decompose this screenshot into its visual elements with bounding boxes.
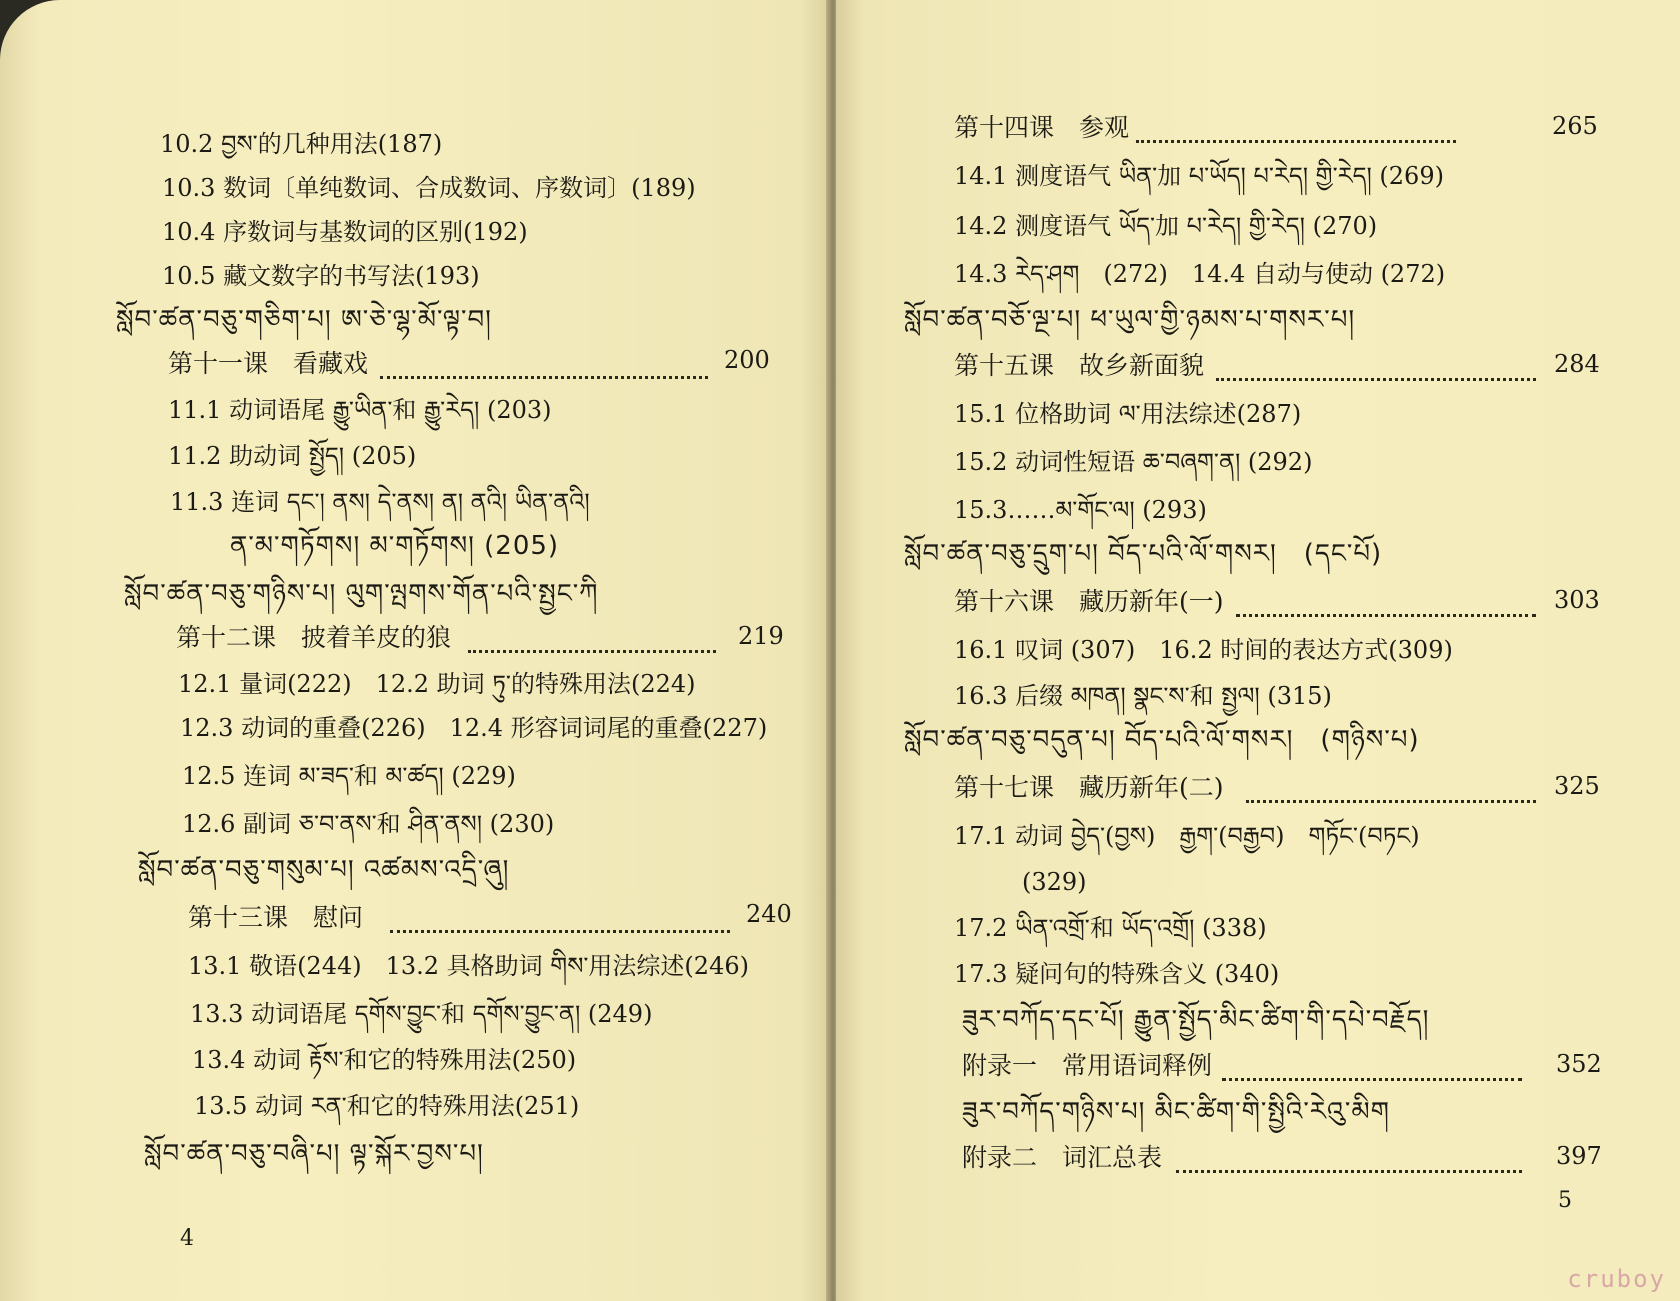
page-number: 4: [180, 1226, 194, 1251]
toc-line: ན་མ་གཏོགས། མ་གཏོགས། (205): [230, 531, 560, 561]
toc-line: 13.1 敬语(244) 13.2 具格助词 གིས་用法综述(246): [188, 952, 749, 980]
lesson-tibetan-title: སློབ་ཚན་བཅོ་ལྔ་པ། ཕ་ཡུལ་གྱི་ཉམས་པ་གསར་པ།: [904, 305, 1356, 335]
leader-dots: [1246, 786, 1536, 803]
lesson-title: 第十三课 慰问: [188, 903, 364, 932]
toc-line: 10.2 བྱས་的几种用法(187): [160, 130, 443, 158]
lesson-tibetan-title: སློབ་ཚན་བཅུ་གཅིག་པ། ཨ་ཅེ་ལྷ་མོ་ལྟ་བ།: [116, 305, 492, 335]
page-ref: 352: [1556, 1050, 1602, 1078]
appendix-title: 附录一 常用语词释例: [962, 1051, 1213, 1080]
toc-line: 10.5 藏文数字的书写法(193): [162, 262, 480, 290]
toc-line: 10.4 序数词与基数词的区别(192): [162, 218, 528, 246]
lesson-tibetan-title: སློབ་ཚན་བཅུ་དྲུག་པ། བོད་པའི་ལོ་གསར། (དང་པོ): [904, 539, 1383, 569]
left-page: [0, 0, 830, 1301]
leader-dots: [1236, 600, 1536, 617]
toc-line: 17.1 动词 བྱེད་(བྱས) རྒྱག་(བརྒྱབ) གཏོང་(བཏང): [954, 822, 1420, 850]
page-ref: 303: [1554, 586, 1600, 614]
lesson-tibetan-title: སློབ་ཚན་བཅུ་བཞི་པ། ལྟ་སྐོར་བྱས་པ།: [144, 1139, 484, 1169]
appendix-tibetan-title: ཟུར་བཀོད་དང་པོ། རྒྱུན་སྤྱོད་མིང་ཚིག་གི་དཔེ་བརྗོད།: [962, 1005, 1430, 1035]
toc-line: 13.4 动词 རྟོས་和它的特殊用法(250): [192, 1046, 577, 1074]
lesson-title: 第十四课 参观: [954, 113, 1130, 142]
appendix-title: 附录二 词汇总表: [962, 1143, 1163, 1172]
right-page: [836, 0, 1680, 1301]
lesson-tibetan-title: སློབ་ཚན་བཅུ་གཉིས་པ། ལུག་ལྤགས་གོན་པའི་སྤྱང་ཀི: [124, 579, 599, 609]
toc-line: 14.3 རེད་ཤག (272) 14.4 自动与使动 (272): [954, 260, 1446, 288]
toc-line: 12.6 副词 ཅ་བ་ནས་和 ཤིན་ནས། (230): [182, 810, 555, 838]
leader-dots: [380, 362, 708, 379]
toc-line: 15.2 动词性短语 ཆ་བཞག་ན། (292): [954, 448, 1313, 476]
toc-line: 11.2 助动词 སྤྱོད། (205): [168, 442, 417, 470]
leader-dots: [1222, 1064, 1522, 1081]
toc-line: 15.1 位格助词 ལ་用法综述(287): [954, 400, 1302, 428]
page-ref: 240: [746, 900, 792, 928]
toc-line: 17.2 ཡིན་འགྲོ་和 ཡོད་འགྲོ། (338): [954, 914, 1267, 942]
toc-line: 10.3 数词〔单纯数词、合成数词、序数词〕(189): [162, 174, 696, 202]
lesson-title: 第十二课 披着羊皮的狼: [176, 623, 452, 652]
lesson-tibetan-title: སློབ་ཚན་བཅུ་གསུམ་པ། འཚམས་འདྲི་ཞུ།: [138, 855, 510, 885]
toc-line: 12.3 动词的重叠(226) 12.4 形容词词尾的重叠(227): [180, 714, 768, 742]
toc-line: 16.3 后缀 མཁན། སྣང་ས་和 སྤྱལ། (315): [954, 682, 1332, 710]
page-ref: 325: [1554, 772, 1600, 800]
page-ref: 265: [1552, 112, 1598, 140]
page-ref: 284: [1554, 350, 1600, 378]
leader-dots: [1216, 364, 1536, 381]
toc-line: 12.5 连词 མ་ཟད་和 མ་ཚད། (229): [182, 762, 516, 790]
toc-line: 12.1 量词(222) 12.2 助词 ཏུ་的特殊用法(224): [178, 670, 696, 698]
toc-line: 16.1 叹词 (307) 16.2 时间的表达方式(309): [954, 636, 1453, 664]
page-number: 5: [1558, 1188, 1572, 1213]
lesson-title: 第十七课 藏历新年(二): [954, 773, 1224, 802]
toc-line: 14.1 测度语气 ཡིན་加 པ་ཡོད། པ་རེད། གྱི་རེད། (269): [954, 162, 1444, 190]
lesson-title: 第十一课 看藏戏: [168, 349, 369, 378]
toc-line: 17.3 疑问句的特殊含义 (340): [954, 960, 1280, 988]
appendix-tibetan-title: ཟུར་བཀོད་གཉིས་པ། མིང་ཚིག་གི་སྤྱིའི་རེའུ་མིག: [962, 1097, 1390, 1127]
toc-line: 11.3 连词 དང་། ནས། དེ་ནས། ན། ནའི། ཡིན་ནའི།: [170, 488, 590, 516]
page-ref: 397: [1556, 1142, 1602, 1170]
watermark: cruboy: [1567, 1265, 1666, 1293]
leader-dots: [468, 636, 716, 653]
page-ref: 219: [738, 622, 784, 650]
lesson-title: 第十六课 藏历新年(一): [954, 587, 1224, 616]
page-ref: 200: [724, 346, 770, 374]
toc-line: 15.3……མ་གོང་ལ། (293): [954, 496, 1207, 524]
toc-line: 13.5 动词 རན་和它的特殊用法(251): [194, 1092, 580, 1120]
toc-line: 13.3 动词语尾 དགོས་བྱུང་和 དགོས་བྱུང་ན། (249): [190, 1000, 653, 1028]
lesson-tibetan-title: སློབ་ཚན་བཅུ་བདུན་པ། བོད་པའི་ལོ་གསར། (གཉིས་པ): [904, 725, 1420, 755]
leader-dots: [1136, 126, 1456, 143]
toc-line: 11.1 动词语尾 རྒྱུ་ཡིན་和 རྒྱུ་རེད། (203): [168, 396, 552, 424]
lesson-title: 第十五课 故乡新面貌: [954, 351, 1205, 380]
toc-line: (329): [1022, 868, 1087, 896]
leader-dots: [390, 916, 730, 933]
leader-dots: [1176, 1156, 1522, 1173]
toc-line: 14.2 测度语气 ཡོད་加 པ་རེད། གྱི་རེད། (270): [954, 212, 1378, 240]
